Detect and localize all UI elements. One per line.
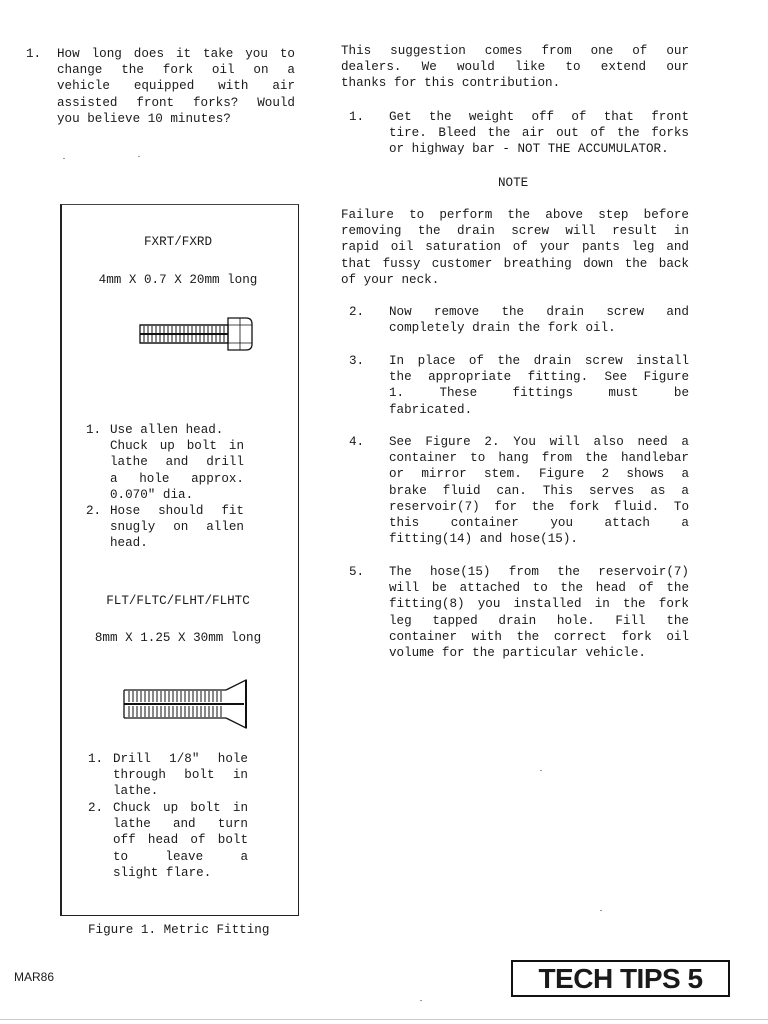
intro-line: This suggestion comes from one of our xyxy=(341,44,689,58)
scan-speck xyxy=(420,1000,422,1001)
step-line: the appropriate fitting. See Figure xyxy=(389,370,689,385)
step-line: The hose(15) from the reservoir(7) xyxy=(389,565,689,579)
step-line: or highway bar - NOT THE ACCUMULATOR. xyxy=(389,142,669,157)
instruction-line: to leave a xyxy=(113,849,248,864)
step-line: brake fluid can. This serves as a xyxy=(389,483,689,498)
scan-speck xyxy=(540,770,542,771)
step-3-text xyxy=(389,353,689,418)
step-number: 4. xyxy=(349,435,365,449)
instruction-b2 xyxy=(113,800,248,881)
scan-speck xyxy=(63,158,65,159)
instruction-number: 2. xyxy=(86,504,102,518)
note-heading: NOTE xyxy=(498,176,529,190)
instruction-line: snugly on allen xyxy=(110,520,244,535)
step-line: will be attached to the head of the xyxy=(389,581,689,596)
scan-speck xyxy=(138,156,140,157)
instruction-line: 0.070" dia. xyxy=(110,487,194,502)
step-number: 1. xyxy=(349,110,365,124)
note-line: of your neck. xyxy=(341,272,440,287)
tech-tips-badge: TECH TIPS 5 xyxy=(511,960,730,997)
figure-spec-b: 8mm X 1.25 X 30mm long xyxy=(94,631,262,645)
step-number: 2. xyxy=(349,305,365,319)
question-line: change the fork oil on a xyxy=(57,63,295,78)
instruction-line: off head of bolt xyxy=(113,833,248,848)
instruction-line: head. xyxy=(110,536,148,551)
question-line: you believe 10 minutes? xyxy=(57,111,231,126)
step-line: Now remove the drain screw and xyxy=(389,305,689,319)
allen-bolt-icon xyxy=(136,311,254,361)
bottom-rule xyxy=(0,1019,768,1020)
figure-caption: Figure 1. Metric Fitting xyxy=(88,923,270,937)
note-line: that fussy customer breathing down the back xyxy=(341,256,689,271)
footer-date: MAR86 xyxy=(14,970,55,984)
step-line: reservoir(7) for the fork fluid. To xyxy=(389,499,689,514)
note-paragraph xyxy=(341,207,689,288)
instruction-number: 1. xyxy=(86,423,102,437)
instruction-line: a hole approx. xyxy=(110,471,244,486)
step-line: volume for the particular vehicle. xyxy=(389,646,646,661)
instruction-line: slight flare. xyxy=(113,865,212,880)
step-2-text xyxy=(389,304,689,336)
scan-speck xyxy=(600,910,602,911)
intro-paragraph xyxy=(341,43,689,92)
step-line: fitting(14) and hose(15). xyxy=(389,532,578,547)
instruction-a1 xyxy=(110,422,244,503)
note-line: rapid oil saturation of your pants leg and xyxy=(341,240,689,255)
step-4-text xyxy=(389,434,689,547)
instruction-a2 xyxy=(110,503,244,552)
figure-model-b: FLT/FLTC/FLHT/FLHTC xyxy=(106,594,250,608)
step-number: 5. xyxy=(349,565,365,579)
step-line: container to hang from the handlebar xyxy=(389,451,689,466)
step-5-text xyxy=(389,564,689,661)
step-line: See Figure 2. You will also need a xyxy=(389,435,689,449)
question-line: vehicle equipped with air xyxy=(57,79,295,94)
question-number: 1. xyxy=(26,47,42,61)
instruction-line: through bolt in xyxy=(113,768,248,783)
instruction-line: Hose should fit xyxy=(110,504,244,518)
question-line: How long does it take you to xyxy=(57,47,295,61)
step-number: 3. xyxy=(349,354,365,368)
instruction-b1 xyxy=(113,751,248,800)
step-line: or mirror stem. Figure 2 shows a xyxy=(389,467,689,482)
note-line: Failure to perform the above step before xyxy=(341,208,689,222)
intro-line: thanks for this contribution. xyxy=(341,76,561,91)
question-text xyxy=(57,46,295,127)
instruction-number: 1. xyxy=(88,752,104,766)
figure-model-a: FXRT/FXRD xyxy=(143,235,213,249)
step-line: container with the correct fork oil xyxy=(389,629,689,644)
step-line: fabricated. xyxy=(389,402,473,417)
instruction-line: Use allen head. xyxy=(110,423,224,437)
figure-spec-a: 4mm X 0.7 X 20mm long xyxy=(98,273,258,287)
instruction-line: lathe and drill xyxy=(110,455,244,470)
instruction-line: Drill 1/8" hole xyxy=(113,752,248,766)
note-line: removing the drain screw will result in xyxy=(341,224,689,239)
question-line: assisted front forks? Would xyxy=(57,95,295,110)
step-line: Get the weight off of that front xyxy=(389,110,689,124)
instruction-line: Chuck up bolt in xyxy=(113,801,248,815)
instruction-line: Chuck up bolt in xyxy=(110,439,244,454)
instruction-line: lathe and turn xyxy=(113,817,248,832)
instruction-number: 2. xyxy=(88,801,104,815)
flared-bolt-icon xyxy=(120,678,252,732)
step-line: leg tapped drain hole. Fill the xyxy=(389,613,689,628)
step-line: fitting(8) you installed in the fork xyxy=(389,597,689,612)
step-line: completely drain the fork oil. xyxy=(389,321,616,336)
step-line: In place of the drain screw install xyxy=(389,354,689,368)
step-line: this container you attach a xyxy=(389,516,689,531)
step-line: 1. These fittings must be xyxy=(389,386,689,401)
step-1-text xyxy=(389,109,689,158)
step-line: tire. Bleed the air out of the forks xyxy=(389,126,689,141)
intro-line: dealers. We would like to extend our xyxy=(341,60,689,75)
instruction-line: lathe. xyxy=(113,784,159,799)
